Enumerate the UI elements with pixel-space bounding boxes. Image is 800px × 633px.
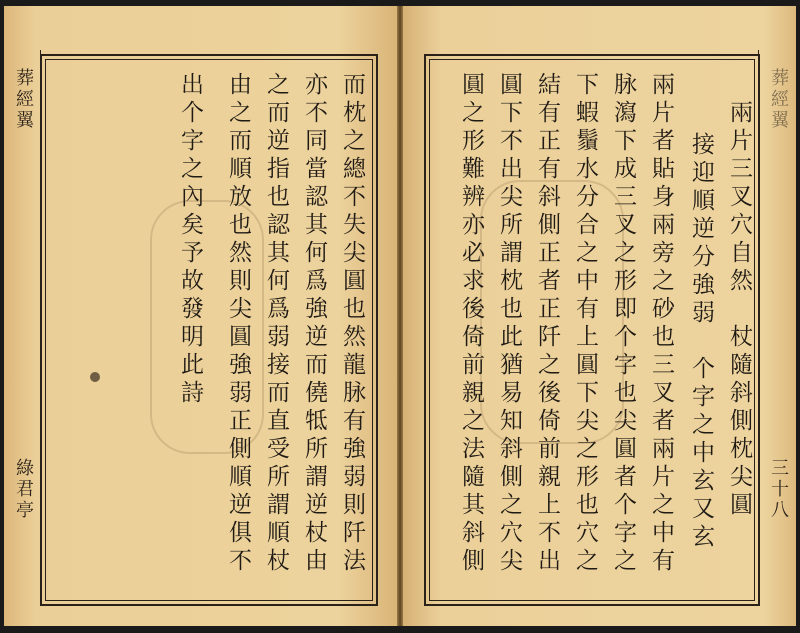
verse-line-1: 兩片三叉穴自然 杖隨斜側枕尖圓: [726, 100, 752, 520]
left-margin-publisher: 綠君亭: [13, 458, 34, 521]
left-text-column-1: 而枕之總不失尖圓也然龍脉有強弱則阡法: [339, 72, 365, 576]
right-margin-title: 葬經翼: [768, 68, 789, 131]
right-text-column-4: 脉瀉下成三叉之形即个字也尖圓者个字之: [610, 72, 636, 576]
left-text-column-2: 亦不同當認其何爲強逆而僥牴所謂逆杖由: [301, 72, 327, 576]
left-margin-title: 葬經翼: [13, 68, 34, 131]
right-text-column-6: 結有正有斜側正者正阡之後倚前親上不出: [534, 72, 560, 576]
left-text-column-5: 出个字之內矣予故發明此詩: [177, 72, 203, 408]
verse-line-2: 接迎順逆分強弱 个字之中玄又玄: [688, 132, 714, 552]
left-text-frame: [40, 54, 378, 606]
left-margin-column: [4, 50, 41, 605]
right-text-column-7: 圓下不出尖所謂枕也此猶易知斜側之穴尖: [496, 72, 522, 576]
right-margin-column: [758, 50, 795, 605]
right-text-column-5: 下蝦鬚水分合之中有上圓下尖之形也穴之: [572, 72, 598, 576]
page-number: 三十八: [768, 458, 789, 521]
right-text-column-8: 圓之形難辨亦必求後倚前親之法隨其斜側: [458, 72, 484, 576]
left-text-column-4: 由之而順放也然則尖圓強弱正側順逆俱不: [225, 72, 251, 576]
left-text-column-3: 之而逆指也認其何爲弱接而直受所謂順杖: [263, 72, 289, 576]
book-gutter: [397, 6, 403, 626]
ink-smudge: [90, 372, 100, 382]
right-text-column-3: 兩片者貼身兩旁之砂也三叉者兩片之中有: [648, 72, 674, 576]
